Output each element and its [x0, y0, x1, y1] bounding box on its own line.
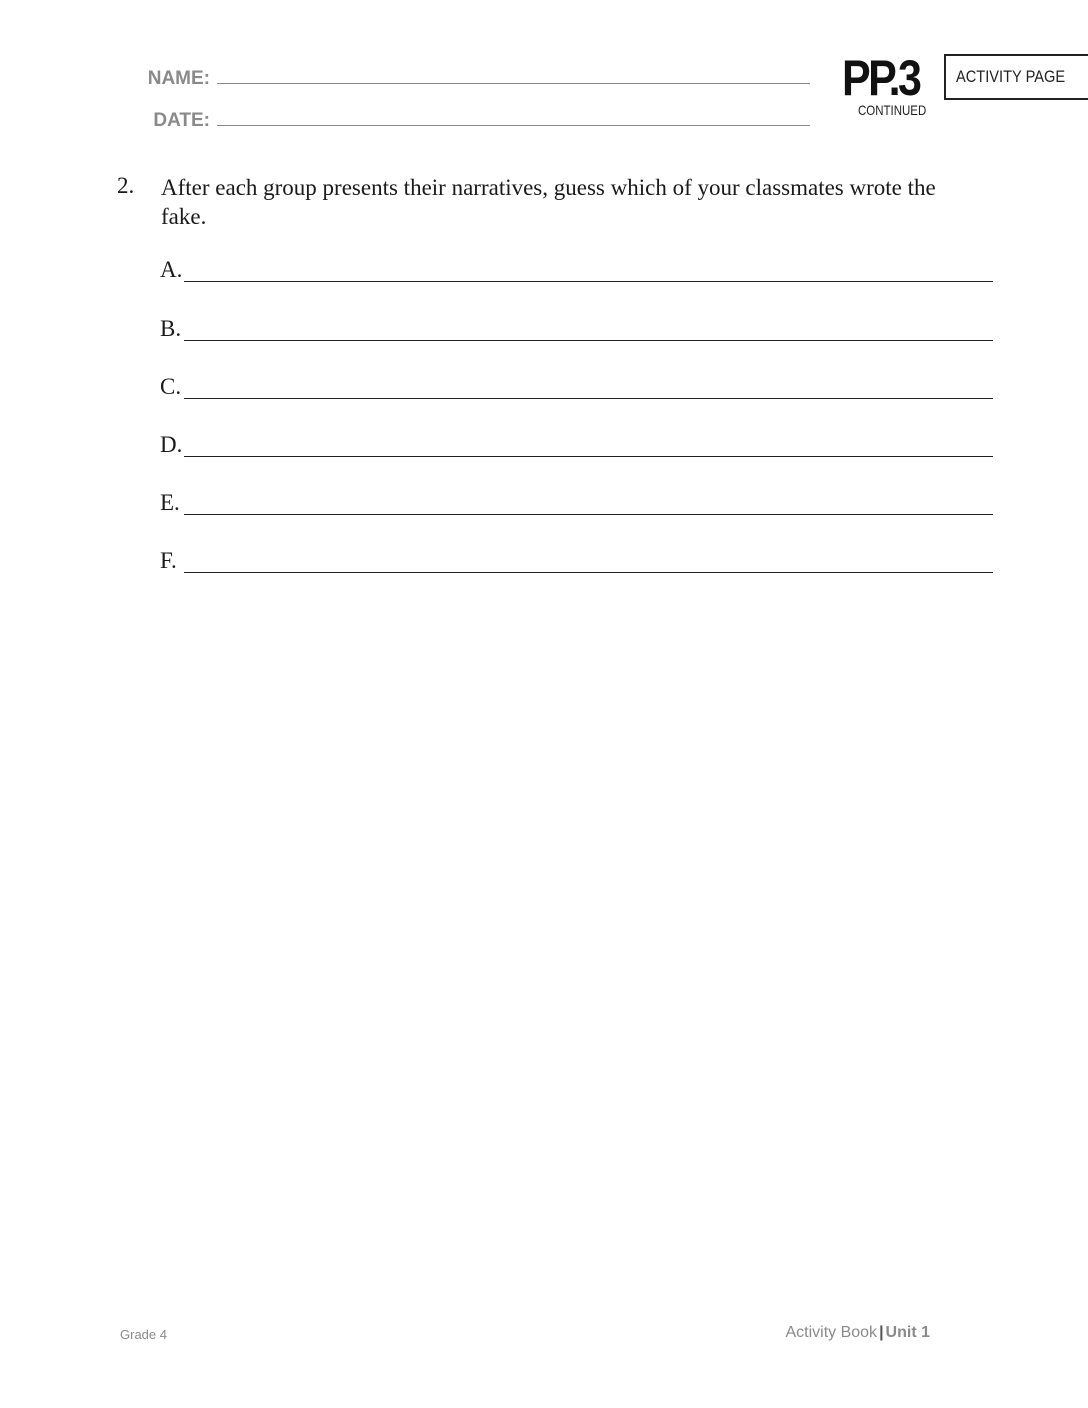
answer-row-a — [160, 256, 993, 286]
footer-book: Activity Book — [785, 1324, 878, 1341]
date-line[interactable] — [217, 125, 810, 126]
page-code: PP.3 — [842, 50, 920, 106]
footer-separator: | — [879, 1324, 884, 1341]
answer-letter: E. — [160, 490, 180, 515]
name-label: NAME: — [147, 68, 210, 89]
answer-row-b — [160, 315, 993, 345]
answer-row-e — [160, 489, 993, 519]
answer-letter: C. — [160, 374, 182, 399]
answer-line[interactable] — [184, 514, 993, 515]
footer-unit: Unit 1 — [885, 1324, 930, 1341]
answer-letter: A. — [160, 257, 183, 282]
answer-letter: B. — [160, 316, 182, 341]
answer-line[interactable] — [184, 398, 993, 399]
answer-line[interactable] — [184, 572, 993, 573]
answer-letter: F. — [160, 548, 177, 573]
answer-row-f — [160, 547, 993, 577]
question-number: 2. — [117, 173, 135, 198]
answer-row-d — [160, 431, 993, 461]
footer-book-unit — [785, 1324, 930, 1342]
name-line[interactable] — [217, 83, 810, 84]
footer-grade: Grade 4 — [120, 1327, 167, 1342]
answer-line[interactable] — [184, 456, 993, 457]
answer-row-c — [160, 373, 993, 403]
answer-line[interactable] — [184, 281, 993, 282]
answer-line[interactable] — [184, 340, 993, 341]
question-text: After each group presents their narratives, guess which of your classmates wrote the fake. — [161, 175, 936, 229]
date-label: DATE: — [153, 110, 210, 131]
activity-page-label: ACTIVITY PAGE — [956, 67, 1066, 86]
continued-label: CONTINUED — [858, 102, 927, 118]
answer-letter: D. — [160, 432, 183, 457]
activity-page-box — [944, 54, 1088, 100]
